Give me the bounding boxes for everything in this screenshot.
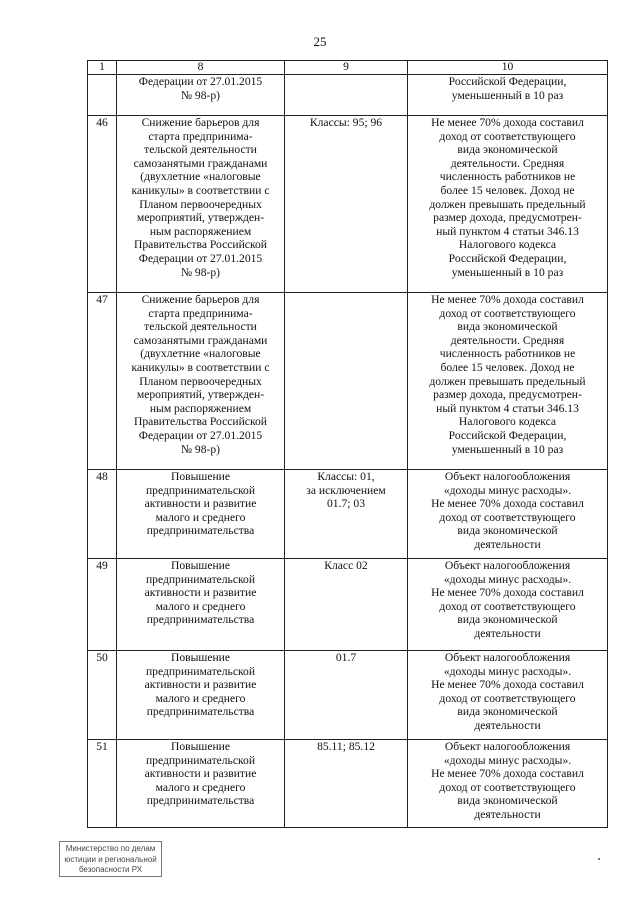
- table-header-row: [88, 61, 608, 75]
- table-row: [88, 651, 608, 740]
- cell-classes: Классы: 01, за исключением 01.7; 03: [285, 470, 408, 559]
- cell-conditions: Объект налогообложения «доходы минус расходы». Не менее 70% дохода составил доход от соответствующего вида экономической деятельности: [408, 740, 608, 828]
- row-number: 49: [88, 559, 117, 651]
- table-row: [88, 75, 608, 116]
- document-table: [87, 60, 608, 828]
- cell-measure: Повышение предпринимательской активности и развитие малого и среднего предпринимательства: [117, 740, 285, 828]
- cell-measure: Повышение предпринимательской активности и развитие малого и среднего предпринимательства: [117, 559, 285, 651]
- cell-classes: 85.11; 85.12: [285, 740, 408, 828]
- row-number: 51: [88, 740, 117, 828]
- row-number: 46: [88, 116, 117, 293]
- scan-speck: [598, 858, 600, 860]
- header-col-10: 10: [408, 61, 608, 75]
- row-number: 48: [88, 470, 117, 559]
- header-col-9: 9: [285, 61, 408, 75]
- cell-conditions: Российской Федерации, уменьшенный в 10 раз: [408, 75, 608, 116]
- cell-conditions: Объект налогообложения «доходы минус расходы». Не менее 70% дохода составил доход от соответствующего вида экономической деятельности: [408, 470, 608, 559]
- row-number: [88, 75, 117, 116]
- cell-conditions: Объект налогообложения «доходы минус расходы». Не менее 70% дохода составил доход от соответствующего вида экономической деятельности: [408, 559, 608, 651]
- table-row: [88, 293, 608, 470]
- cell-conditions: Не менее 70% дохода составил доход от соответствующего вида экономической деятельности. Средняя численность работников не более 15 человек. Доход не должен превышать предельный размер дохода, предусмотрен- ный пунктом 4 статьи 346.13 Налогового кодекса Российской Федерации, уменьшенный в 10 раз: [408, 116, 608, 293]
- row-number: 47: [88, 293, 117, 470]
- ministry-stamp: [59, 841, 162, 877]
- table-row: [88, 740, 608, 828]
- cell-measure: Снижение барьеров для старта предпринима- тельской деятельности самозанятыми гражданами (двухлетние «налоговые каникулы» в соответствии с Планом первоочередных мероприятий, утвержден- ным распоряжением Правительства Российской Федерации от 27.01.2015 № 98-р): [117, 116, 285, 293]
- cell-measure: Федерации от 27.01.2015 № 98-р): [117, 75, 285, 116]
- header-col-8: 8: [117, 61, 285, 75]
- row-number: 50: [88, 651, 117, 740]
- stamp-line: безопасности РХ: [78, 865, 143, 874]
- cell-measure: Повышение предпринимательской активности и развитие малого и среднего предпринимательства: [117, 651, 285, 740]
- page-number: 25: [313, 34, 327, 49]
- table-row: [88, 559, 608, 651]
- cell-classes: Классы: 95; 96: [285, 116, 408, 293]
- table-row: [88, 116, 608, 293]
- cell-conditions: Не менее 70% дохода составил доход от соответствующего вида экономической деятельности. Средняя численность работников не более 15 человек. Доход не должен превышать предельный размер дохода, предусмотрен- ный пунктом 4 статьи 346.13 Налогового кодекса Российской Федерации, уменьшенный в 10 раз: [408, 293, 608, 470]
- cell-measure: Снижение барьеров для старта предпринима- тельской деятельности самозанятыми гражданами (двухлетние «налоговые каникулы» в соответствии с Планом первоочередных мероприятий, утвержден- ным распоряжением Правительства Российской Федерации от 27.01.2015 № 98-р): [117, 293, 285, 470]
- table-row: [88, 470, 608, 559]
- cell-classes: [285, 293, 408, 470]
- stamp-line: юстиции и региональной: [64, 854, 157, 864]
- header-col-1: 1: [88, 61, 117, 75]
- cell-classes: 01.7: [285, 651, 408, 740]
- stamp-line: Министерство по делам: [65, 844, 156, 853]
- cell-classes: [285, 75, 408, 116]
- cell-classes: Класс 02: [285, 559, 408, 651]
- cell-conditions: Объект налогообложения «доходы минус расходы». Не менее 70% дохода составил доход от соответствующего вида экономической деятельности: [408, 651, 608, 740]
- cell-measure: Повышение предпринимательской активности и развитие малого и среднего предпринимательства: [117, 470, 285, 559]
